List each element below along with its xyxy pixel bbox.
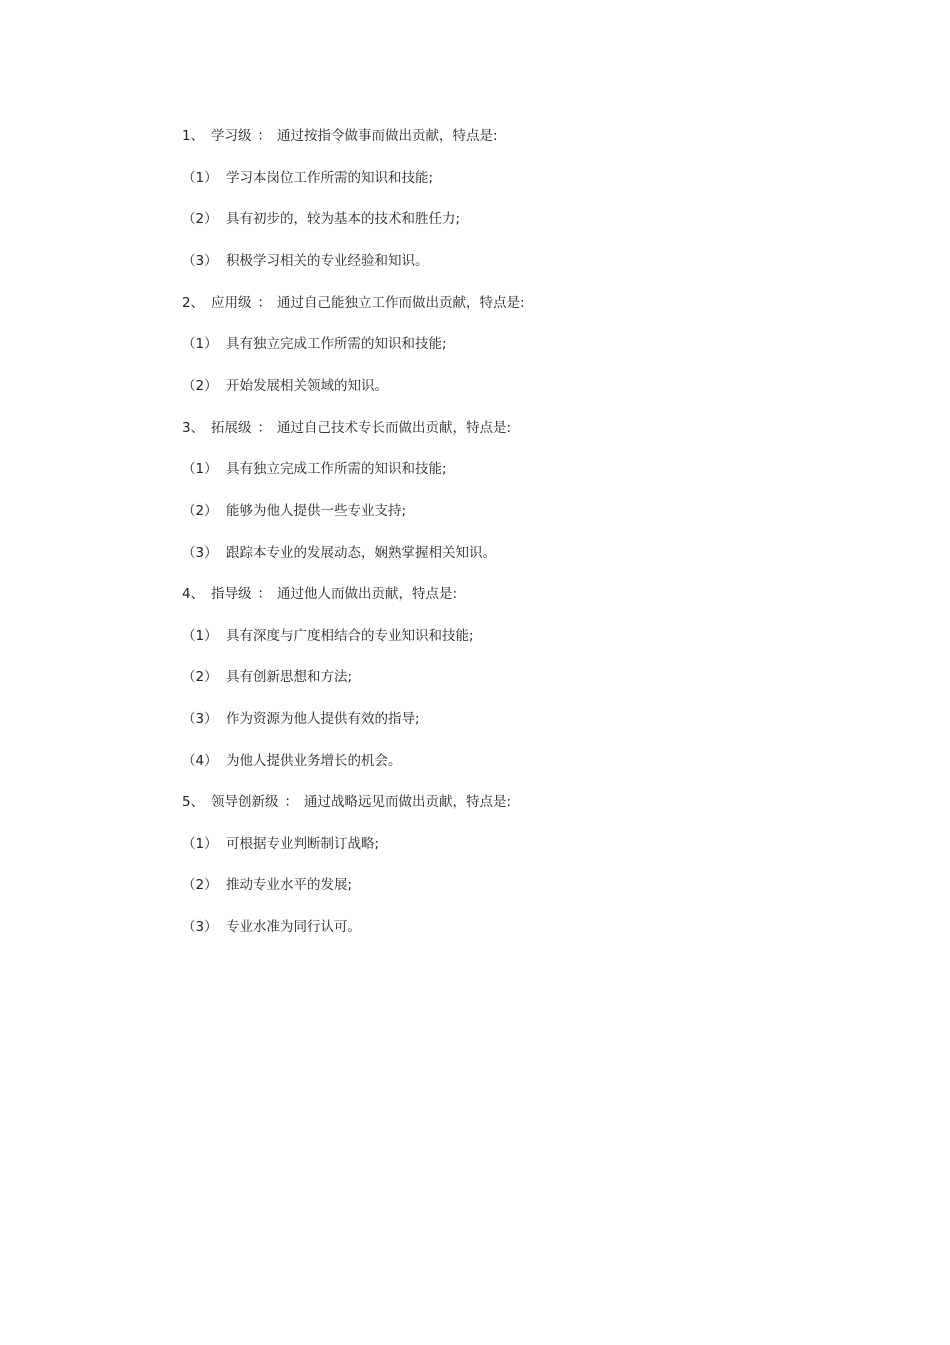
item-number: （2） [182,877,218,893]
item-number: （2） [182,378,218,394]
item-number: （2） [182,211,218,227]
item-number: （2） [182,669,218,685]
level-separator: ： [257,295,271,311]
item-text: 具有独立完成工作所需的知识和技能; [226,461,447,477]
level-separator: ： [257,128,271,144]
level-name: 应用级 [211,295,252,311]
item-text: 可根据专业判断制订战略; [226,836,380,852]
list-item [182,626,474,646]
level-description: 通过按指令做事而做出贡献，特点是: [277,128,498,144]
item-number: （3） [182,919,218,935]
level-number: 4、 [182,586,205,602]
level-name: 指导级 [211,586,252,602]
list-item [182,709,420,729]
item-number: （1） [182,336,218,352]
item-number: （3） [182,253,218,269]
item-text: 具有创新思想和方法; [226,669,353,685]
level-name: 领导创新级 [211,794,279,810]
list-item [182,209,460,229]
list-item [182,834,379,854]
item-text: 具有初步的，较为基本的技术和胜任力; [226,211,461,227]
level-separator: ： [284,794,298,810]
level-description: 通过自己能独立工作而做出贡献，特点是: [277,295,525,311]
level-description: 通过自己技术专长而做出贡献，特点是: [277,420,512,436]
list-item [182,751,402,771]
list-item [182,875,352,895]
level-number: 5、 [182,794,205,810]
list-item [182,459,447,479]
item-number: （2） [182,503,218,519]
level-name: 学习级 [211,128,252,144]
item-number: （3） [182,545,218,561]
level-name: 拓展级 [211,420,252,436]
item-number: （1） [182,461,218,477]
level-heading [182,126,498,146]
list-item [182,543,496,563]
item-text: 跟踪本专业的发展动态，娴熟掌握相关知识。 [226,545,496,561]
item-text: 开始发展相关领域的知识。 [226,378,388,394]
level-description: 通过他人而做出贡献，特点是: [277,586,458,602]
level-number: 2、 [182,295,205,311]
level-heading [182,584,457,604]
item-text: 推动专业水平的发展; [226,877,353,893]
item-number: （4） [182,753,218,769]
level-description: 通过战略远见而做出贡献，特点是: [304,794,512,810]
list-item [182,501,406,521]
level-separator: ： [257,586,271,602]
item-text: 具有深度与广度相结合的专业知识和技能; [226,628,474,644]
item-number: （1） [182,170,218,186]
item-text: 积极学习相关的专业经验和知识。 [226,253,429,269]
list-item [182,667,352,687]
item-number: （3） [182,711,218,727]
level-number: 1、 [182,128,205,144]
list-item [182,168,433,188]
level-separator: ： [257,420,271,436]
item-text: 为他人提供业务增长的机会。 [226,753,402,769]
level-number: 3、 [182,420,205,436]
item-text: 专业水准为同行认可。 [226,919,361,935]
level-heading [182,293,525,313]
list-item [182,917,361,937]
level-heading [182,792,511,812]
item-text: 学习本岗位工作所需的知识和技能; [226,170,434,186]
item-text: 能够为他人提供一些专业支持; [226,503,407,519]
item-number: （1） [182,628,218,644]
list-item [182,376,388,396]
item-text: 作为资源为他人提供有效的指导; [226,711,420,727]
list-item [182,334,447,354]
list-item [182,251,429,271]
item-number: （1） [182,836,218,852]
item-text: 具有独立完成工作所需的知识和技能; [226,336,447,352]
level-heading [182,418,511,438]
